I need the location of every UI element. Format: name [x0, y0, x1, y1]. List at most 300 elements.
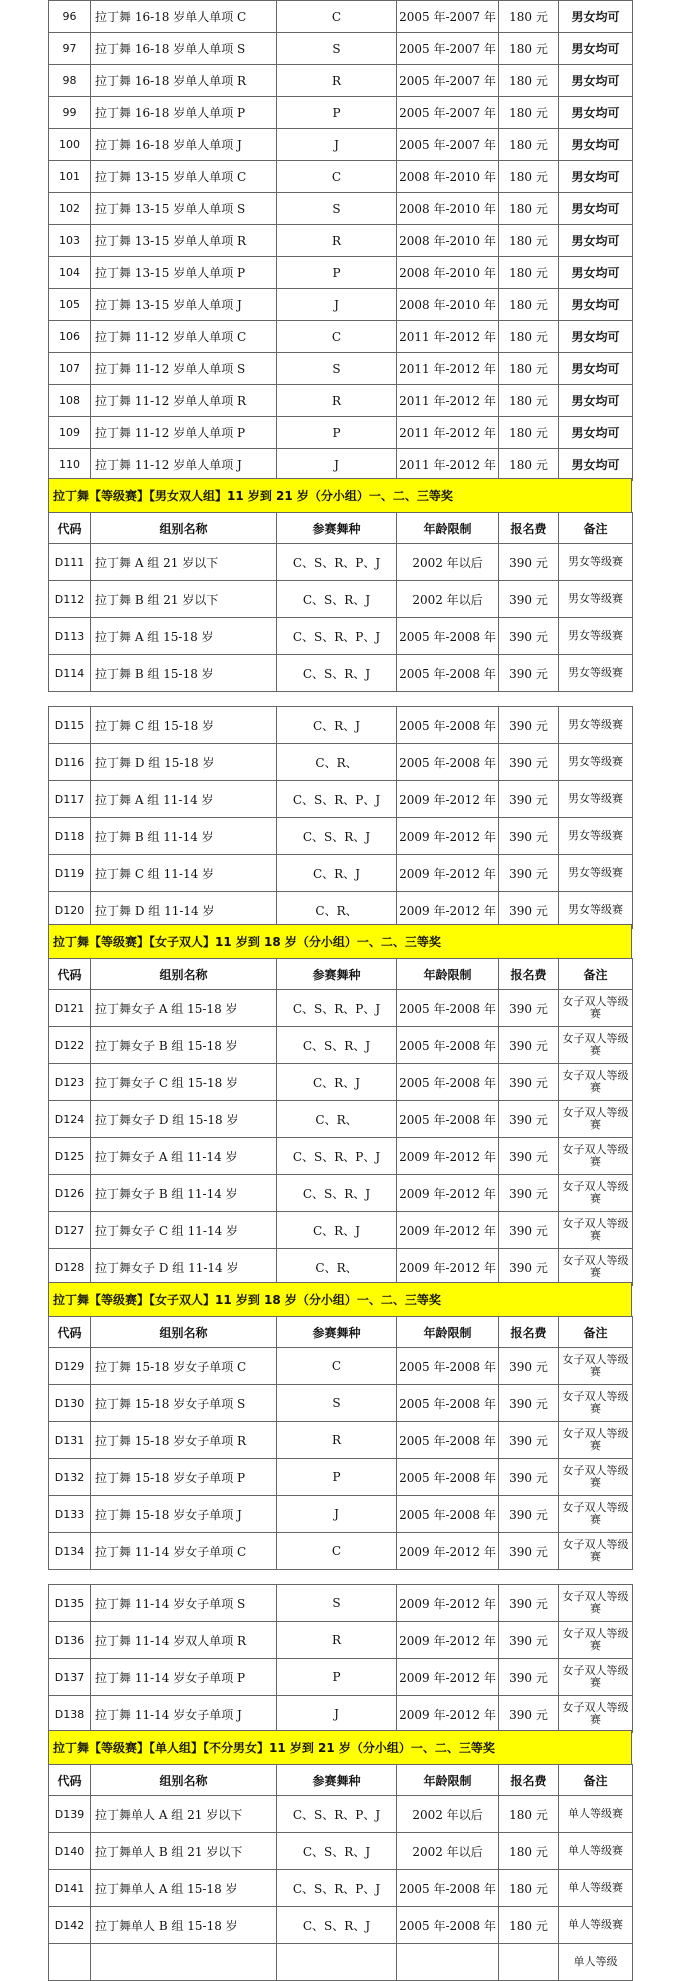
table-row — [49, 1907, 633, 1944]
fee-cell: 390 元 — [499, 1533, 559, 1570]
note-cell: 单人等级赛 — [559, 1907, 633, 1944]
dance-cell: C、R、 — [277, 892, 397, 929]
category-cell: 拉丁舞 15-18 岁女子单项 C — [91, 1348, 277, 1385]
note-cell: 男女等级赛 — [559, 855, 633, 892]
fee-cell: 390 元 — [499, 818, 559, 855]
table-row — [49, 707, 633, 744]
code-cell: D125 — [49, 1138, 91, 1175]
category-cell: 拉丁舞 15-18 岁女子单项 R — [91, 1422, 277, 1459]
dance-cell: C、S、R、P、J — [277, 990, 397, 1027]
code-cell: 98 — [49, 65, 91, 97]
note-cell: 女子双人等级赛 — [559, 1249, 633, 1286]
dance-cell: C、R、 — [277, 744, 397, 781]
code-cell: D141 — [49, 1870, 91, 1907]
column-header-code: 代码 — [49, 959, 91, 990]
table-header-row — [49, 1317, 633, 1348]
table-row — [49, 1533, 633, 1570]
column-header-cat: 组别名称 — [91, 1765, 277, 1796]
section-title: 拉丁舞【等级赛】【女子双人】11 岁到 18 岁（分小组）一、二、三等奖 — [48, 1282, 632, 1316]
category-cell: 拉丁舞女子 A 组 11-14 岁 — [91, 1138, 277, 1175]
dance-cell: J — [277, 1496, 397, 1533]
column-header-age: 年龄限制 — [397, 1317, 499, 1348]
fee-cell: 180 元 — [499, 193, 559, 225]
code-cell: D114 — [49, 655, 91, 692]
table-row — [49, 257, 633, 289]
column-header-cat: 组别名称 — [91, 1317, 277, 1348]
dance-cell: C、S、R、P、J — [277, 1138, 397, 1175]
code-cell: D112 — [49, 581, 91, 618]
dance-cell: C — [277, 1, 397, 33]
table-row — [49, 353, 633, 385]
category-cell: 拉丁舞女子 D 组 11-14 岁 — [91, 1249, 277, 1286]
age-limit-cell: 2005 年-2008 年 — [397, 990, 499, 1027]
registration-table — [48, 1584, 633, 1733]
dance-cell: C、S、R、J — [277, 1175, 397, 1212]
table-row — [49, 193, 633, 225]
note-cell: 男女均可 — [559, 65, 633, 97]
fee-cell: 390 元 — [499, 744, 559, 781]
category-cell: 拉丁舞 16-18 岁单人单项 R — [91, 65, 277, 97]
dance-cell: C、R、 — [277, 1249, 397, 1286]
fee-cell: 390 元 — [499, 1249, 559, 1286]
note-cell: 男女均可 — [559, 97, 633, 129]
note-cell: 女子双人等级赛 — [559, 1533, 633, 1570]
fee-cell: 390 元 — [499, 707, 559, 744]
note-cell: 女子双人等级赛 — [559, 1101, 633, 1138]
note-cell: 男女均可 — [559, 289, 633, 321]
code-cell: D116 — [49, 744, 91, 781]
fee-cell: 390 元 — [499, 1659, 559, 1696]
table-row — [49, 581, 633, 618]
age-limit-cell: 2011 年-2012 年 — [397, 353, 499, 385]
category-cell: 拉丁舞 A 组 21 岁以下 — [91, 544, 277, 581]
note-cell: 女子双人等级赛 — [559, 1385, 633, 1422]
category-cell: 拉丁舞 D 组 15-18 岁 — [91, 744, 277, 781]
category-cell: 拉丁舞女子 C 组 15-18 岁 — [91, 1064, 277, 1101]
category-cell: 拉丁舞 16-18 岁单人单项 C — [91, 1, 277, 33]
fee-cell: 180 元 — [499, 33, 559, 65]
note-cell: 男女等级赛 — [559, 892, 633, 929]
fee-cell: 390 元 — [499, 1138, 559, 1175]
code-cell: D121 — [49, 990, 91, 1027]
column-header-dance: 参赛舞种 — [277, 959, 397, 990]
note-cell: 女子双人等级赛 — [559, 1659, 633, 1696]
table-row — [49, 744, 633, 781]
dance-cell: C、S、R、J — [277, 1833, 397, 1870]
category-cell: 拉丁舞 C 组 15-18 岁 — [91, 707, 277, 744]
dance-cell: C — [277, 1533, 397, 1570]
note-cell: 女子双人等级赛 — [559, 990, 633, 1027]
category-cell: 拉丁舞 11-12 岁单人单项 S — [91, 353, 277, 385]
fee-cell: 390 元 — [499, 1385, 559, 1422]
category-cell: 拉丁舞 11-12 岁单人单项 J — [91, 449, 277, 481]
note-cell: 女子双人等级赛 — [559, 1027, 633, 1064]
fee-cell: 180 元 — [499, 353, 559, 385]
column-header-fee: 报名费 — [499, 513, 559, 544]
column-header-code: 代码 — [49, 1317, 91, 1348]
table-row — [49, 1622, 633, 1659]
section-block-5 — [48, 1730, 632, 1981]
column-header-dance: 参赛舞种 — [277, 1317, 397, 1348]
fee-cell: 180 元 — [499, 1, 559, 33]
column-header-note: 备注 — [559, 1317, 633, 1348]
note-cell: 女子双人等级赛 — [559, 1064, 633, 1101]
fee-cell: 390 元 — [499, 1064, 559, 1101]
code-cell: D123 — [49, 1064, 91, 1101]
table-row — [49, 1348, 633, 1385]
table-row — [49, 1422, 633, 1459]
category-cell: 拉丁舞 A 组 15-18 岁 — [91, 618, 277, 655]
code-cell: D136 — [49, 1622, 91, 1659]
fee-cell: 390 元 — [499, 618, 559, 655]
code-cell: 97 — [49, 33, 91, 65]
registration-table — [48, 706, 633, 929]
code-cell: D118 — [49, 818, 91, 855]
category-cell: 拉丁舞 B 组 11-14 岁 — [91, 818, 277, 855]
code-cell: D132 — [49, 1459, 91, 1496]
category-cell: 拉丁舞 11-14 岁女子单项 C — [91, 1533, 277, 1570]
table-row — [49, 321, 633, 353]
category-cell: 拉丁舞 11-14 岁双人单项 R — [91, 1622, 277, 1659]
dance-cell: C、R、J — [277, 1064, 397, 1101]
table-row — [49, 1101, 633, 1138]
note-cell: 女子双人等级赛 — [559, 1622, 633, 1659]
age-limit-cell: 2005 年-2007 年 — [397, 33, 499, 65]
table-row — [49, 1796, 633, 1833]
code-cell: D137 — [49, 1659, 91, 1696]
code-cell: 96 — [49, 1, 91, 33]
category-cell: 拉丁舞单人 A 组 15-18 岁 — [91, 1870, 277, 1907]
fee-cell: 180 元 — [499, 1796, 559, 1833]
fee-cell: 390 元 — [499, 581, 559, 618]
code-cell — [49, 1944, 91, 1981]
age-limit-cell: 2005 年-2008 年 — [397, 1027, 499, 1064]
age-limit-cell: 2009 年-2012 年 — [397, 1659, 499, 1696]
note-cell: 男女均可 — [559, 449, 633, 481]
fee-cell: 180 元 — [499, 129, 559, 161]
dance-cell: P — [277, 97, 397, 129]
category-cell: 拉丁舞 D 组 11-14 岁 — [91, 892, 277, 929]
table-row — [49, 655, 633, 692]
category-cell: 拉丁舞 16-18 岁单人单项 S — [91, 33, 277, 65]
note-cell: 男女等级赛 — [559, 655, 633, 692]
fee-cell: 180 元 — [499, 289, 559, 321]
code-cell: 104 — [49, 257, 91, 289]
code-cell: D129 — [49, 1348, 91, 1385]
table-row — [49, 1585, 633, 1622]
note-cell: 男女均可 — [559, 417, 633, 449]
table-block-2b — [48, 706, 632, 929]
code-cell: 108 — [49, 385, 91, 417]
fee-cell: 390 元 — [499, 855, 559, 892]
note-cell: 男女等级赛 — [559, 544, 633, 581]
dance-cell: C、R、J — [277, 1212, 397, 1249]
code-cell: 105 — [49, 289, 91, 321]
category-cell: 拉丁舞 16-18 岁单人单项 P — [91, 97, 277, 129]
dance-cell: R — [277, 1622, 397, 1659]
age-limit-cell: 2005 年-2008 年 — [397, 1101, 499, 1138]
fee-cell: 180 元 — [499, 257, 559, 289]
table-row — [49, 1138, 633, 1175]
fee-cell: 390 元 — [499, 781, 559, 818]
category-cell: 拉丁舞 15-18 岁女子单项 P — [91, 1459, 277, 1496]
code-cell: D134 — [49, 1533, 91, 1570]
category-cell: 拉丁舞 11-14 岁女子单项 J — [91, 1696, 277, 1733]
registration-table — [48, 958, 633, 1286]
note-cell: 男女均可 — [559, 353, 633, 385]
category-cell: 拉丁舞 C 组 11-14 岁 — [91, 855, 277, 892]
table-row — [49, 1659, 633, 1696]
category-cell: 拉丁舞 11-12 岁单人单项 C — [91, 321, 277, 353]
code-cell: 106 — [49, 321, 91, 353]
note-cell: 男女均可 — [559, 1, 633, 33]
age-limit-cell: 2009 年-2012 年 — [397, 1212, 499, 1249]
note-cell: 女子双人等级赛 — [559, 1422, 633, 1459]
column-header-code: 代码 — [49, 1765, 91, 1796]
column-header-dance: 参赛舞种 — [277, 513, 397, 544]
fee-cell: 180 元 — [499, 225, 559, 257]
code-cell: D138 — [49, 1696, 91, 1733]
note-cell: 男女均可 — [559, 321, 633, 353]
code-cell: 102 — [49, 193, 91, 225]
code-cell: D122 — [49, 1027, 91, 1064]
age-limit-cell: 2005 年-2008 年 — [397, 1064, 499, 1101]
note-cell: 女子双人等级赛 — [559, 1138, 633, 1175]
age-limit-cell: 2011 年-2012 年 — [397, 321, 499, 353]
table-row — [49, 1459, 633, 1496]
fee-cell: 390 元 — [499, 1585, 559, 1622]
code-cell: 101 — [49, 161, 91, 193]
category-cell: 拉丁舞女子 B 组 11-14 岁 — [91, 1175, 277, 1212]
fee-cell: 180 元 — [499, 65, 559, 97]
dance-cell: C — [277, 1348, 397, 1385]
age-limit-cell: 2009 年-2012 年 — [397, 1175, 499, 1212]
code-cell: D131 — [49, 1422, 91, 1459]
code-cell: D133 — [49, 1496, 91, 1533]
dance-cell: P — [277, 417, 397, 449]
table-block-1 — [48, 0, 632, 481]
note-cell: 男女均可 — [559, 33, 633, 65]
age-limit-cell: 2005 年-2007 年 — [397, 65, 499, 97]
section-block-4 — [48, 1282, 632, 1570]
table-row — [49, 855, 633, 892]
table-row — [49, 1249, 633, 1286]
note-cell: 单人等级赛 — [559, 1870, 633, 1907]
note-cell: 男女均可 — [559, 257, 633, 289]
dance-cell: C、S、R、J — [277, 655, 397, 692]
age-limit-cell: 2005 年-2008 年 — [397, 1385, 499, 1422]
code-cell: D111 — [49, 544, 91, 581]
category-cell: 拉丁舞 A 组 11-14 岁 — [91, 781, 277, 818]
category-cell: 拉丁舞 15-18 岁女子单项 S — [91, 1385, 277, 1422]
code-cell: D120 — [49, 892, 91, 929]
category-cell: 拉丁舞 13-15 岁单人单项 C — [91, 161, 277, 193]
table-row — [49, 892, 633, 929]
dance-cell: S — [277, 1585, 397, 1622]
code-cell: 110 — [49, 449, 91, 481]
age-limit-cell: 2008 年-2010 年 — [397, 225, 499, 257]
table-block-4b — [48, 1584, 632, 1733]
age-limit-cell: 2002 年以后 — [397, 581, 499, 618]
age-limit-cell: 2009 年-2012 年 — [397, 1585, 499, 1622]
note-cell: 男女均可 — [559, 385, 633, 417]
category-cell: 拉丁舞单人 A 组 21 岁以下 — [91, 1796, 277, 1833]
table-row — [49, 544, 633, 581]
category-cell: 拉丁舞 13-15 岁单人单项 P — [91, 257, 277, 289]
age-limit-cell: 2005 年-2007 年 — [397, 1, 499, 33]
age-limit-cell: 2009 年-2012 年 — [397, 1622, 499, 1659]
age-limit-cell: 2005 年-2008 年 — [397, 618, 499, 655]
dance-cell: C、R、J — [277, 707, 397, 744]
fee-cell: 390 元 — [499, 990, 559, 1027]
category-cell: 拉丁舞女子 B 组 15-18 岁 — [91, 1027, 277, 1064]
table-header-row — [49, 513, 633, 544]
table-row — [49, 289, 633, 321]
dance-cell: C — [277, 161, 397, 193]
code-cell: D113 — [49, 618, 91, 655]
code-cell: 99 — [49, 97, 91, 129]
dance-cell: S — [277, 1385, 397, 1422]
note-cell: 男女均可 — [559, 193, 633, 225]
age-limit-cell: 2009 年-2012 年 — [397, 781, 499, 818]
registration-table — [48, 1764, 633, 1981]
code-cell: D139 — [49, 1796, 91, 1833]
age-limit-cell: 2002 年以后 — [397, 1796, 499, 1833]
column-header-note: 备注 — [559, 513, 633, 544]
code-cell: D128 — [49, 1249, 91, 1286]
column-header-age: 年龄限制 — [397, 1765, 499, 1796]
code-cell: D140 — [49, 1833, 91, 1870]
age-limit-cell: 2005 年-2008 年 — [397, 1496, 499, 1533]
section-title: 拉丁舞【等级赛】【单人组】【不分男女】11 岁到 21 岁（分小组）一、二、三等奖 — [48, 1730, 632, 1764]
note-cell: 男女均可 — [559, 161, 633, 193]
fee-cell: 180 元 — [499, 161, 559, 193]
note-cell: 女子双人等级赛 — [559, 1585, 633, 1622]
dance-cell: J — [277, 1696, 397, 1733]
column-header-cat: 组别名称 — [91, 513, 277, 544]
age-limit-cell: 2009 年-2012 年 — [397, 818, 499, 855]
column-header-fee: 报名费 — [499, 959, 559, 990]
category-cell: 拉丁舞 16-18 岁单人单项 J — [91, 129, 277, 161]
age-limit-cell: 2009 年-2012 年 — [397, 1696, 499, 1733]
fee-cell: 390 元 — [499, 1027, 559, 1064]
age-limit-cell: 2008 年-2010 年 — [397, 161, 499, 193]
registration-table — [48, 0, 633, 481]
table-row — [49, 1027, 633, 1064]
dance-cell: R — [277, 385, 397, 417]
table-row — [49, 129, 633, 161]
table-row — [49, 417, 633, 449]
dance-cell: C、S、R、P、J — [277, 618, 397, 655]
note-cell: 女子双人等级赛 — [559, 1459, 633, 1496]
code-cell: 107 — [49, 353, 91, 385]
dance-cell: P — [277, 1459, 397, 1496]
column-header-note: 备注 — [559, 959, 633, 990]
note-cell: 男女等级赛 — [559, 707, 633, 744]
dance-cell — [277, 1944, 397, 1981]
fee-cell: 180 元 — [499, 97, 559, 129]
table-row — [49, 781, 633, 818]
dance-cell: C、S、R、P、J — [277, 544, 397, 581]
section-title: 拉丁舞【等级赛】【男女双人组】11 岁到 21 岁（分小组）一、二、三等奖 — [48, 478, 632, 512]
fee-cell: 180 元 — [499, 417, 559, 449]
age-limit-cell: 2011 年-2012 年 — [397, 449, 499, 481]
dance-cell: C、R、 — [277, 1101, 397, 1138]
category-cell: 拉丁舞 11-14 岁女子单项 S — [91, 1585, 277, 1622]
code-cell: D119 — [49, 855, 91, 892]
fee-cell: 180 元 — [499, 321, 559, 353]
age-limit-cell: 2011 年-2012 年 — [397, 417, 499, 449]
fee-cell: 390 元 — [499, 1175, 559, 1212]
table-header-row — [49, 959, 633, 990]
table-row — [49, 65, 633, 97]
table-row — [49, 385, 633, 417]
column-header-cat: 组别名称 — [91, 959, 277, 990]
category-cell: 拉丁舞 11-14 岁女子单项 P — [91, 1659, 277, 1696]
registration-table — [48, 1316, 633, 1570]
category-cell: 拉丁舞 11-12 岁单人单项 P — [91, 417, 277, 449]
dance-cell: P — [277, 1659, 397, 1696]
fee-cell: 390 元 — [499, 544, 559, 581]
fee-cell: 390 元 — [499, 1622, 559, 1659]
fee-cell: 390 元 — [499, 1459, 559, 1496]
age-limit-cell: 2008 年-2010 年 — [397, 257, 499, 289]
column-header-age: 年龄限制 — [397, 513, 499, 544]
category-cell: 拉丁舞 B 组 21 岁以下 — [91, 581, 277, 618]
category-cell: 拉丁舞女子 D 组 15-18 岁 — [91, 1101, 277, 1138]
dance-cell: P — [277, 257, 397, 289]
code-cell: D130 — [49, 1385, 91, 1422]
table-row — [49, 1496, 633, 1533]
age-limit-cell: 2005 年-2008 年 — [397, 1422, 499, 1459]
code-cell: 100 — [49, 129, 91, 161]
section-block-3 — [48, 924, 632, 1286]
note-cell: 男女均可 — [559, 225, 633, 257]
note-cell: 男女均可 — [559, 129, 633, 161]
age-limit-cell: 2008 年-2010 年 — [397, 193, 499, 225]
column-header-fee: 报名费 — [499, 1317, 559, 1348]
column-header-note: 备注 — [559, 1765, 633, 1796]
category-cell: 拉丁舞 11-12 岁单人单项 R — [91, 385, 277, 417]
age-limit-cell: 2005 年-2008 年 — [397, 1348, 499, 1385]
fee-cell: 390 元 — [499, 1348, 559, 1385]
table-row — [49, 1870, 633, 1907]
code-cell: D117 — [49, 781, 91, 818]
code-cell: D135 — [49, 1585, 91, 1622]
table-row — [49, 1833, 633, 1870]
age-limit-cell: 2005 年-2008 年 — [397, 1459, 499, 1496]
table-row — [49, 1944, 633, 1981]
category-cell: 拉丁舞 13-15 岁单人单项 R — [91, 225, 277, 257]
fee-cell: 390 元 — [499, 892, 559, 929]
fee-cell: 390 元 — [499, 655, 559, 692]
note-cell: 男女等级赛 — [559, 618, 633, 655]
dance-cell: C、S、R、P、J — [277, 1870, 397, 1907]
age-limit-cell: 2005 年-2008 年 — [397, 707, 499, 744]
code-cell: D115 — [49, 707, 91, 744]
dance-cell: C、S、R、J — [277, 581, 397, 618]
fee-cell: 180 元 — [499, 385, 559, 417]
fee-cell: 390 元 — [499, 1696, 559, 1733]
code-cell: D126 — [49, 1175, 91, 1212]
dance-cell: J — [277, 289, 397, 321]
age-limit-cell: 2002 年以后 — [397, 544, 499, 581]
category-cell: 拉丁舞 13-15 岁单人单项 J — [91, 289, 277, 321]
table-row — [49, 1385, 633, 1422]
code-cell: 103 — [49, 225, 91, 257]
note-cell: 男女等级赛 — [559, 781, 633, 818]
table-row — [49, 161, 633, 193]
